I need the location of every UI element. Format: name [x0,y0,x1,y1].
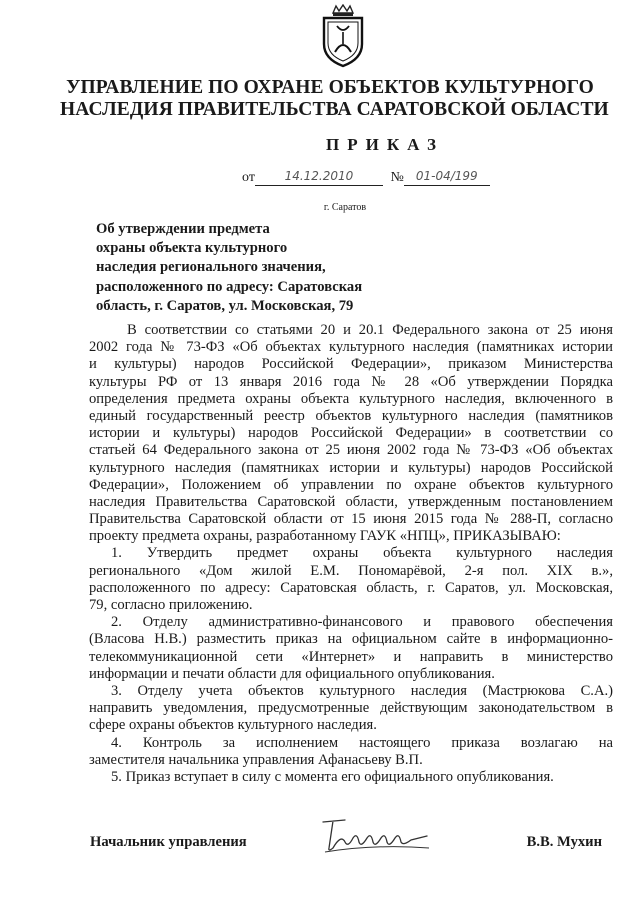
body-line: телекоммуникационной сети «Интернет» и направить в министерство [89,648,613,665]
body-line: расположенного по адресу: Саратовская область, г. Саратов, ул. Московская, [89,579,613,596]
body-line: культурного наследия (памятниках истории и культуры) народов Российской [89,459,613,476]
organization-name-line2: НАСЛЕДИЯ ПРАВИТЕЛЬСТВА САРАТОВСКОЙ ОБЛАСТИ [60,99,609,120]
order-number-row [242,169,490,186]
body-line: (Власова Н.В.) разместить приказ на официальном сайте в информационно- [89,631,613,648]
signatory-position: Начальник управления [90,834,247,850]
order-body [89,322,613,786]
body-line: В соответствии со статьями 20 и 20.1 Федерального закона от 25 июня [127,322,613,338]
body-line: 4. Контроль за исполнением настоящего приказа возлагаю на [111,734,613,751]
number-label: № [390,170,404,185]
subject-line: охраны объекта культурного [96,240,288,257]
body-line: направить уведомления, предусмотренные действующим законодательством в [89,700,613,717]
body-line: 3. Отделу учета объектов культурного наследия (Мастрюкова С.А.) [111,682,613,699]
body-line: 2002 года № 73-ФЗ «Об объектах культурного наследия (памятниках истории [89,339,613,356]
body-line: 2. Отделу административно-финансового и правового обеспечения [111,614,613,631]
body-line: Федерации», Положением об управлении по охране объектов культурного [89,476,613,493]
signatory-name: В.В. Мухин [526,834,602,850]
body-line: наследия Правительства Саратовской области, утвержденным постановлением [89,493,613,510]
subject-line: Об утверждении предмета [96,221,270,237]
subject-line: расположенного по адресу: Саратовская [96,278,363,295]
body-line: информации и печати области для официального опубликования. [89,665,495,682]
coat-of-arms-emblem [319,4,367,68]
body-line: истории и культуры) народов Российской Федерации» в соответствии со [89,425,613,442]
document-title: ПРИКАЗ [326,135,444,154]
body-line: Правительства Саратовской области от 15 июня 2015 года № 288-П, согласно [89,511,613,528]
number-field: 01-04/199 [404,169,490,186]
body-line: 5. Приказ вступает в силу с момента его официального опубликования. [111,768,554,785]
body-line: регионального «Дом жилой Е.М. Пономарёвой, 2-я пол. XIX в.», [89,562,613,579]
body-line: проекту предмета охраны, разработанному ГАУК «НПЦ», ПРИКАЗЫВАЮ: [89,528,561,545]
body-line: 1. Утвердить предмет охраны объекта культурного наследия [111,545,613,562]
body-line: статьей 64 Федерального закона от 25 июня 2002 года № 73-ФЗ «Об объектах [89,442,613,459]
body-line: единый государственный реестр объектов культурного наследия (памятников [89,407,613,424]
body-line: и культуры) народов Российской Федерации», приказом Министерства [89,356,613,373]
body-line: сфере охраны объектов культурного наследия. [89,717,377,734]
body-line: культуры РФ от 13 января 2016 года № 28 «Об утверждении Порядка [89,373,613,390]
signature-block [90,830,602,858]
order-subject [96,220,362,316]
body-line: определения предмета охраны объекта культурного наследия, включенного в [89,390,613,407]
date-field: 14.12.2010 [255,169,383,186]
city-label: г. Саратов [323,202,367,213]
subject-line: область, г. Саратов, ул. Московская, 79 [96,297,354,314]
handwritten-signature [315,814,435,858]
date-label: от [242,170,255,185]
body-line: 79, согласно приложению. [89,597,253,613]
subject-line: наследия регионального значения, [96,259,326,276]
body-line: заместителя начальника управления Афанасьеву В.П. [89,751,423,768]
organization-name-line1: УПРАВЛЕНИЕ ПО ОХРАНЕ ОБЪЕКТОВ КУЛЬТУРНОГО [66,77,594,98]
